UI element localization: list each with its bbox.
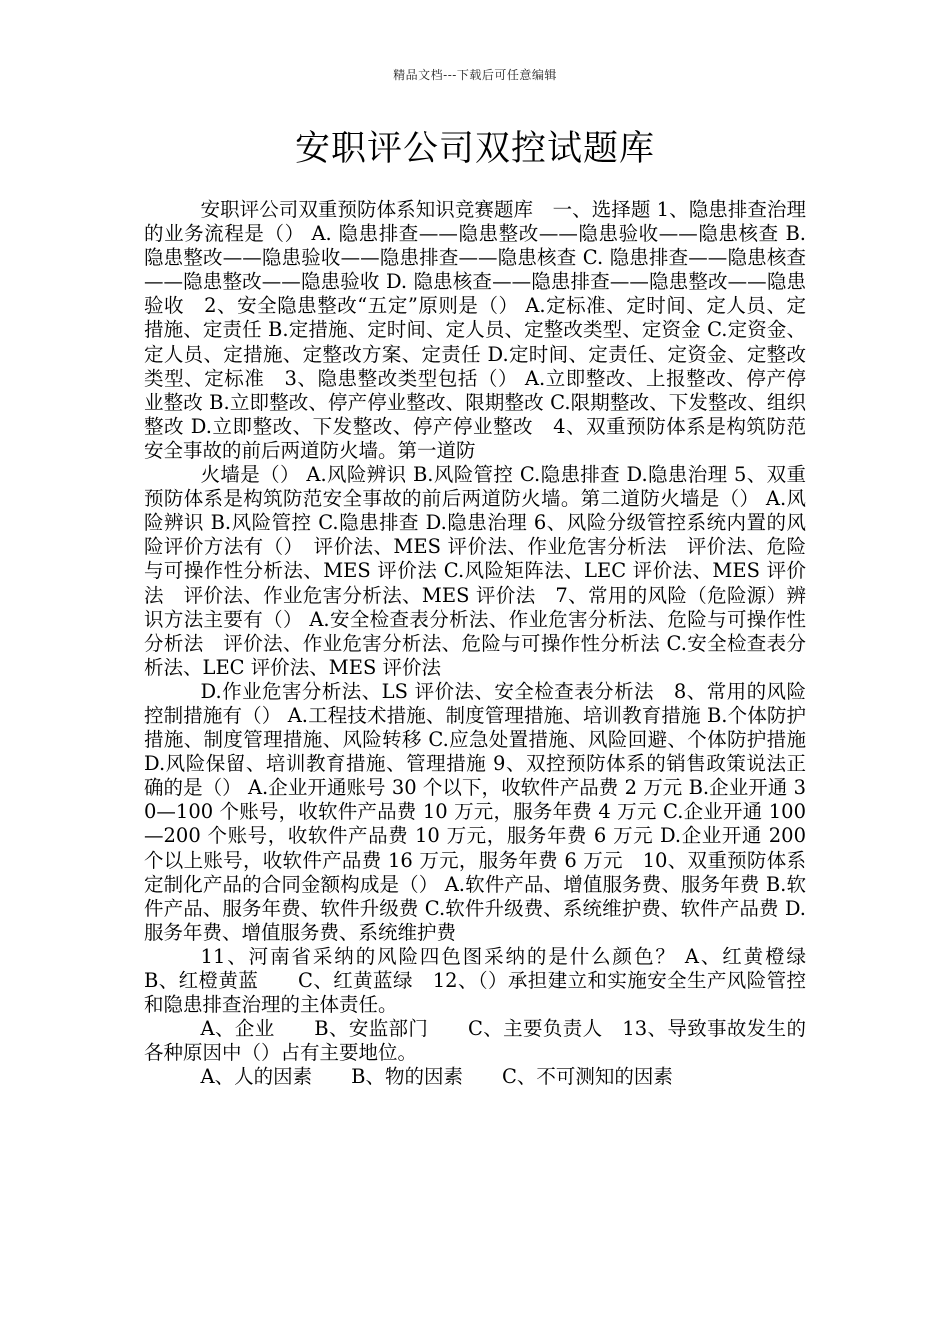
page-header: 精品文档---下载后可任意编辑	[393, 68, 557, 82]
body-paragraph: A、人的因素 B、物的因素 C、不可测知的因素	[200, 1065, 673, 1089]
document-body	[144, 198, 846, 1089]
document-title: 安职评公司双控试题库	[294, 129, 655, 169]
body-paragraph: 火墙是（） A.风险辨识 B.风险管控 C.隐患排查 D.隐患治理 5、双重预防体系是构筑防范安全事故的前后两道防火墙。第二道防火墙是（） A.风险辨识 B.风险管控 C.隐患排查 D.隐患治理 6、风险分级管控系统内置的风险评价方法有（） 评价法、MES 评价法、作业危害分析法 评价法、危险与可操作性分析法、MES 评价法 C.风险矩阵法、LEC 评价法、MES 评价法 评价法、作业危害分析法、MES 评价法 7、常用的风险（危险源）辨识方法主要有（） A.安全检查表分析法、作业危害分析法、危险与可操作性分析法 评价法、作业危害分析法、危险与可操作性分析法 C.安全检查表分析法、LEC 评价法、MES 评价法	[144, 463, 806, 679]
body-paragraph: D.作业危害分析法、LS 评价法、安全检查表分析法 8、常用的风险控制措施有（） A.工程技术措施、制度管理措施、培训教育措施 B.个体防护措施、制度管理措施、风险转移 C.应急处置措施、风险回避、个体防护措施 D.风险保留、培训教育措施、管理措施 9、双控预防体系的销售政策说法正确的是（） A.企业开通账号 30 个以下，收软件产品费 2 万元 B.企业开通 30—100 个账号，收软件产品费 10 万元，服务年费 4 万元 C.企业开通 100—200 个账号，收软件产品费 10 万元，服务年费 6 万元 D.企业开通 200 个以上账号，收软件产品费 16 万元，服务年费 6 万元 10、双重预防体系定制化产品的合同金额构成是（） A.软件产品、增值服务费、服务年费 B.软件产品、服务年费、软件升级费 C.软件升级费、系统维护费、软件产品费 D.服务年费、增值服务费、系统维护费	[144, 679, 806, 944]
body-paragraph: 11、河南省采纳的风险四色图采纳的是什么颜色？ A、红黄橙绿 B、红橙黄蓝 C、红黄蓝绿 12、（）承担建立和实施安全生产风险管控和隐患排查治理的主体责任。	[144, 944, 846, 1017]
body-paragraph: 安职评公司双重预防体系知识竞赛题库 一、选择题 1、隐患排查治理的业务流程是（） A. 隐患排查——隐患整改——隐患验收——隐患核查 B. 隐患整改——隐患验收——隐患排查——隐患核查 C. 隐患排查——隐患核查——隐患整改——隐患验收 D. 隐患核查——隐患排查——隐患整改——隐患验收 2、安全隐患整改“五定”原则是（） A.定标准、定时间、定人员、定措施、定责任 B.定措施、定时间、定人员、定整改类型、定资金 C.定资金、定人员、定措施、定整改方案、定责任 D.定时间、定责任、定资金、定整改类型、定标准 3、隐患整改类型包括（） A.立即整改、上报整改、停产停业整改 B.立即整改、停产停业整改、限期整改 C.限期整改、下发整改、组织整改 D.立即整改、下发整改、停产停业整改 4、双重预防体系是构筑防范安全事故的前后两道防火墙。第一道防	[144, 198, 806, 462]
body-paragraph: A、企业 B、安监部门 C、主要负责人 13、导致事故发生的各种原因中（）占有主要地位。	[144, 1017, 806, 1065]
